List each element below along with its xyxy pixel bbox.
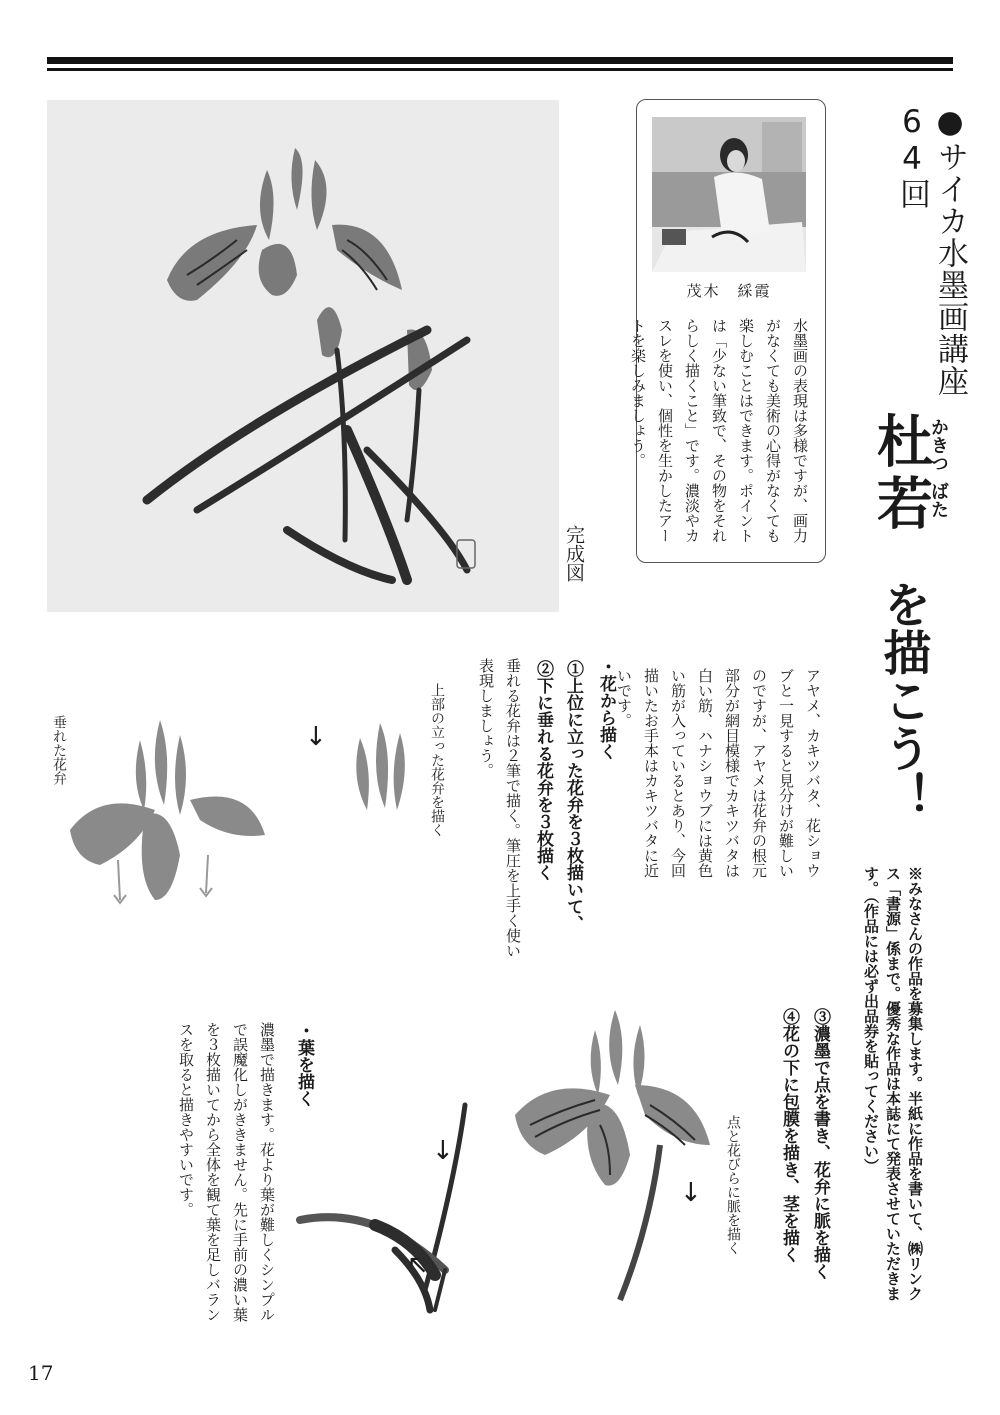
submission-notice: ※みなさんの作品を募集します。半紙に作品を書いて、㈱リンクス「書源」係まで。優秀な作品は本誌にて発表させていただきます。（作品には必ず出品券を貼ってください） [862, 866, 924, 1301]
veined-iris-drawing [510, 1005, 715, 1309]
header-rule-thick [47, 57, 953, 64]
step-2: ②下に垂れる花弁を３枚描く [533, 660, 553, 881]
step-1: ①上位に立った花弁を３枚描いて、 [563, 660, 583, 932]
subtitle: を描こう！ [875, 580, 931, 820]
down-arrow-icon: ↓ [305, 722, 327, 752]
label-upright-petals: 上部の立った花弁を描く [429, 683, 445, 837]
final-artwork [47, 100, 559, 612]
label-veins: 点と花びらに脈を描く [725, 1115, 741, 1255]
down-arrow-icon-2: ↓ [680, 1178, 702, 1208]
flower-body-text: 垂れる花弁は２筆で描く。筆圧を上手く使い表現しましょう。 [477, 658, 522, 958]
title-ruby-2: ばた [928, 482, 949, 518]
header-rule-thin [47, 68, 953, 71]
upright-petals-drawing [345, 718, 415, 822]
title-char-kaki: 杜 [868, 412, 933, 468]
artist-name: 茂木 綵霞 [686, 282, 772, 300]
explanation-text: アヤメ、カキツバタ、花ショウブと一見すると見分けが難しいのですが、アヤメは花弁の根元部分が網目模様でカキツバタは白い筋、ハナショウブには黄色い筋が入っているとあり、今回描いたお手本はカキツバタに近いです。 [615, 668, 822, 878]
drooping-petals-drawing [60, 715, 275, 919]
page-number: 17 [28, 1361, 54, 1385]
label-drooping-petals: 垂れた花弁 [51, 715, 67, 785]
title-char-tsubata: 若 [868, 474, 933, 530]
step-3: ③濃墨で点を書き、花弁に脈を描く [810, 1008, 830, 1280]
step-4: ④花の下に包膜を描き、茎を描く [779, 1008, 799, 1263]
leaves-drawing [295, 1100, 475, 1324]
artist-photo [652, 117, 806, 272]
down-arrow-icon-3: ↓ [432, 1136, 454, 1166]
flower-heading: ・花から描く [596, 658, 616, 760]
final-figure-label: 完成図 [563, 525, 585, 582]
intro-text: 水墨画の表現は多様ですが、画力がなくても美術の心得がなくても楽しむことはできます。ポイントは「少ない筆致で、その物をそれらしく描くこと」です。濃淡やカスレを使い、個性を生かしたアートを楽しみましょう。 [629, 318, 809, 543]
leaf-heading: ・葉を描く [294, 1022, 314, 1107]
up-left-arrow-icon: ↖ [407, 1250, 429, 1280]
series-title: ●サイカ水墨画講座64回 [894, 104, 968, 397]
title-ruby-1: かきつ [928, 418, 949, 472]
leaf-body-text: 濃墨で描きます。花より葉が難しくシンプルで誤魔化しがききません。先に手前の濃い葉を３枚描いてから全体を観て葉を足しバランスを取ると描きやすいです。 [177, 1022, 276, 1322]
